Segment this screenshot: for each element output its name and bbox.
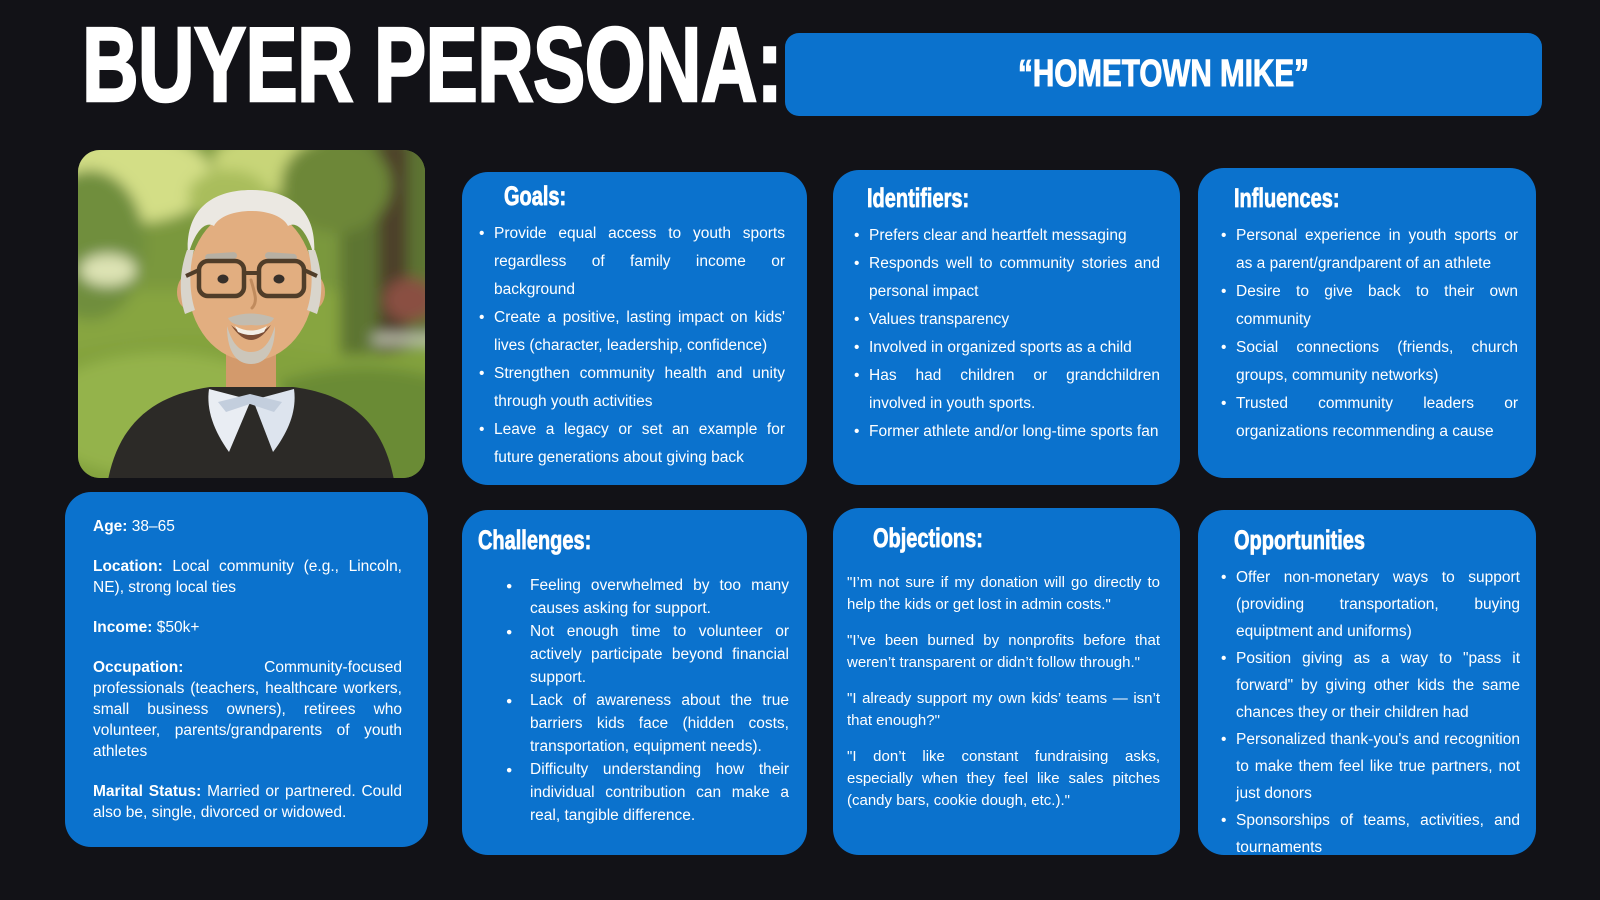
identifiers-card — [833, 170, 1180, 485]
objection-quote: "I already support my own kids’ teams — isn’t that enough?" — [847, 689, 1160, 729]
persona-name-badge — [785, 33, 1542, 116]
influences-item: • Social connections (friends, church groups, community networks) — [1220, 334, 1518, 390]
demographic-field: Marital Status: Married or partnered. Could also be, single, divorced or widowed. — [93, 783, 402, 821]
identifiers-item: • Has had children or grandchildren involved in youth sports. — [853, 362, 1160, 418]
influences-item: • Desire to give back to their own community — [1220, 278, 1518, 334]
identifiers-title: Identifiers: — [867, 183, 970, 213]
persona-photo-illustration — [78, 150, 425, 478]
opportunities-item: • Sponsorships of teams, activities, and tournaments — [1220, 807, 1520, 855]
identifiers-item: • Involved in organized sports as a child — [853, 334, 1160, 362]
challenges-item: ● Not enough time to volunteer or actively participate beyond financial support. — [506, 620, 789, 689]
objection-quote: "I don’t like constant fundraising asks, especially when they feel like sales pitches (candy bars, cookie dough, etc.)." — [847, 747, 1160, 809]
opportunities-item: • Offer non-monetary ways to support (providing transportation, buying equiptment and uniforms) — [1220, 564, 1520, 645]
goals-list — [478, 220, 785, 472]
persona-photo — [78, 150, 425, 478]
opportunities-card — [1198, 510, 1536, 855]
demographics-card — [65, 492, 428, 847]
challenges-item: ● Difficulty understanding how their individual contribution can make a real, tangible difference. — [506, 758, 789, 827]
influences-item: • Trusted community leaders or organizations recommending a cause — [1220, 390, 1518, 446]
demographic-field: Location: Local community (e.g., Lincoln, NE), strong local ties — [93, 558, 402, 596]
goals-title: Goals: — [504, 181, 567, 211]
demographics-fields — [93, 516, 402, 823]
identifiers-item: • Former athlete and/or long-time sports fan — [853, 418, 1160, 446]
objections-quotes — [847, 572, 1160, 812]
page-title: BUYER PERSONA: — [82, 6, 783, 124]
opportunities-item: • Personalized thank-you's and recognition to make them feel like true partners, not just donors — [1220, 726, 1520, 807]
opportunities-title: Opportunities — [1234, 525, 1365, 555]
goals-item: • Leave a legacy or set an example for future generations about giving back — [478, 416, 785, 472]
goals-item: • Strengthen community health and unity through youth activities — [478, 360, 785, 416]
demographic-field: Age: 38–65 — [93, 518, 175, 535]
challenges-item: ● Lack of awareness about the true barriers kids face (hidden costs, transportation, equipment needs). — [506, 689, 789, 758]
identifiers-item: • Values transparency — [853, 306, 1160, 334]
challenges-item: ● Feeling overwhelmed by too many causes asking for support. — [506, 574, 789, 620]
demographic-field: Occupation: Community-focused professionals (teachers, healthcare workers, small business owners), retirees who volunteer, parents/grandparents of youth athletes — [93, 659, 402, 760]
identifiers-list — [853, 222, 1160, 446]
opportunities-item: • Position giving as a way to "pass it forward" by giving other kids the same chances they or their children had — [1220, 645, 1520, 726]
influences-card — [1198, 168, 1536, 478]
influences-item: • Personal experience in youth sports or as a parent/grandparent of an athlete — [1220, 222, 1518, 278]
challenges-card — [462, 510, 807, 855]
challenges-list — [506, 574, 789, 827]
goals-item: • Create a positive, lasting impact on kids' lives (character, leadership, confidence) — [478, 304, 785, 360]
objections-card — [833, 508, 1180, 855]
influences-list — [1220, 222, 1518, 446]
influences-title: Influences: — [1234, 183, 1340, 213]
identifiers-item: • Responds well to community stories and personal impact — [853, 250, 1160, 306]
identifiers-item: • Prefers clear and heartfelt messaging — [853, 222, 1160, 250]
persona-name: “HOMETOWN MIKE” — [1018, 53, 1309, 95]
opportunities-list — [1220, 564, 1520, 855]
challenges-title: Challenges: — [478, 525, 592, 555]
objections-title: Objections: — [873, 523, 983, 553]
goals-card — [462, 172, 807, 485]
objection-quote: "I’ve been burned by nonprofits before that weren’t transparent or didn’t follow through." — [847, 631, 1160, 671]
goals-item: • Provide equal access to youth sports regardless of family income or background — [478, 220, 785, 304]
demographic-field: Income: $50k+ — [93, 619, 200, 636]
objection-quote: "I’m not sure if my donation will go directly to help the kids or get lost in admin costs." — [847, 573, 1160, 613]
